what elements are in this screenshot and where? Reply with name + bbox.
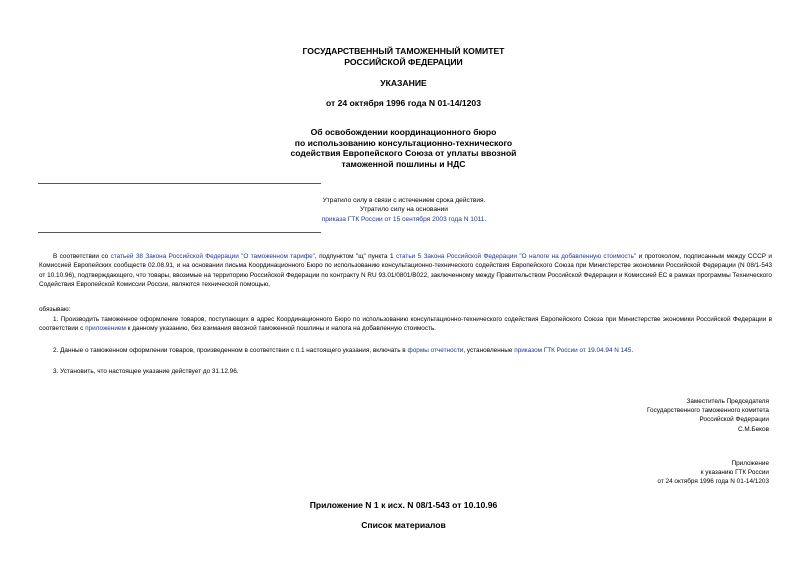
status-block: Утратило силу в связи с истечением срока действия. Утратило силу на основании приказа ГТК России от 15 сентября 2003 года N 1011. [304,196,504,224]
subject-line-3: содействия Европейского Союза от уплаты ввозной [290,148,517,159]
doc-type: УКАЗАНИЕ [380,78,427,88]
signature-line-4: С.М.Беков [737,425,769,433]
status-line-2: Утратило силу на основании [360,206,448,214]
status-order-link[interactable]: приказа ГТК России от 15 сентября 2003 года N 1011 [321,215,485,223]
subject-line-4: таможенной пошлины и НДС [341,158,466,169]
obligate-word: обязываю: [39,306,71,313]
customs-tariff-law-link[interactable]: статьей 38 Закона Российской Федерации "О таможенном тарифе" [110,253,315,260]
org-line-2: РОССИЙСКОЙ ФЕДЕРАЦИИ [344,56,463,67]
signature-line-2: Государственного таможенного комитета [647,407,769,415]
doc-date: от 24 октября 1996 года N 01-14/1203 [325,98,481,108]
signature-line-3: Российской Федерации [699,416,769,424]
order-145-link[interactable]: приказом ГТК России от 19.04.94 N 145 [514,347,632,354]
report-forms-link[interactable]: формы отчетности [407,347,464,354]
divider-bottom [38,232,321,233]
appendix-ref-line-2: к указанию ГТК России [700,469,769,477]
preamble-paragraph: В соответствии со статьей 38 Закона Российской Федерации "О таможенном тарифе", подпунктом "щ" пункта 1 статьи 5 Закона Российской Федерации "О налоге на добавленную стоимость" и протоколом, подписанным между СССР и Комиссией Европейских сообществ 02.08.91, и на основании письма Координационного Бюро по использованию консультационно-технического содействия Европейского Союза при Министерстве экономики Российской Федерации (N 08/1-543 от 10.10.96), подтверждающего, что товары, ввозимые на территорию Российской Федерации по контракту N RU 93.01/0801/B022, заключенному между Правительством Российской Федерации и Комиссией ЕС в рамках программы Технического Содействия Европейской Комиссии России, являются технической помощью, [39,253,772,288]
org-line-1: ГОСУДАРСТВЕННЫЙ ТАМОЖЕННЫЙ КОМИТЕТ [302,46,505,56]
appendix-title: Приложение N 1 к исх. N 08/1-543 от 10.10.96 [309,500,498,510]
item-3: 3. Установить, что настоящее указание действует до 31.12.96. [53,368,239,375]
subject-line-2: по использованию консультационно-технического [294,137,513,148]
appendix-ref-line-3: от 24 октября 1996 года N 01-14/1203 [657,478,769,486]
item-2: 2. Данные о таможенном оформлении товаров, произведенном в соответствии с п.1 настоящего указания, включать в формы отчетности, установленные приказом ГТК России от 19.04.94 N 145. [53,347,634,354]
status-line-1: Утратило силу в связи с истечением срока действия. [322,197,486,204]
appendix-subtitle: Список материалов [361,520,446,530]
appendix-ref-line-1: Приложение [731,460,769,467]
signature-block [647,397,769,434]
item-1: 1. Производить таможенное оформление товаров, поступающих в адрес Координационного Бюро по использованию консультационно-технического содействия Европейского Союза при Министерстве экономики Российской Федерации в соответствии с приложением к данному указанию, без взимания ввозной таможенной пошлины и налога на добавленную стоимость. [39,316,772,333]
appendix-reference [657,459,769,487]
document-header [0,46,807,67]
vat-law-link[interactable]: статьи 5 Закона Российской Федерации "О налоге на добавленную стоимость" [395,253,637,260]
signature-line-1: Заместитель Председателя [686,398,769,405]
subject-line-1: Об освобождении координационного бюро [310,127,497,137]
doc-subject [0,127,807,169]
appendix-link[interactable]: приложением [85,325,126,333]
divider-top [38,183,321,184]
